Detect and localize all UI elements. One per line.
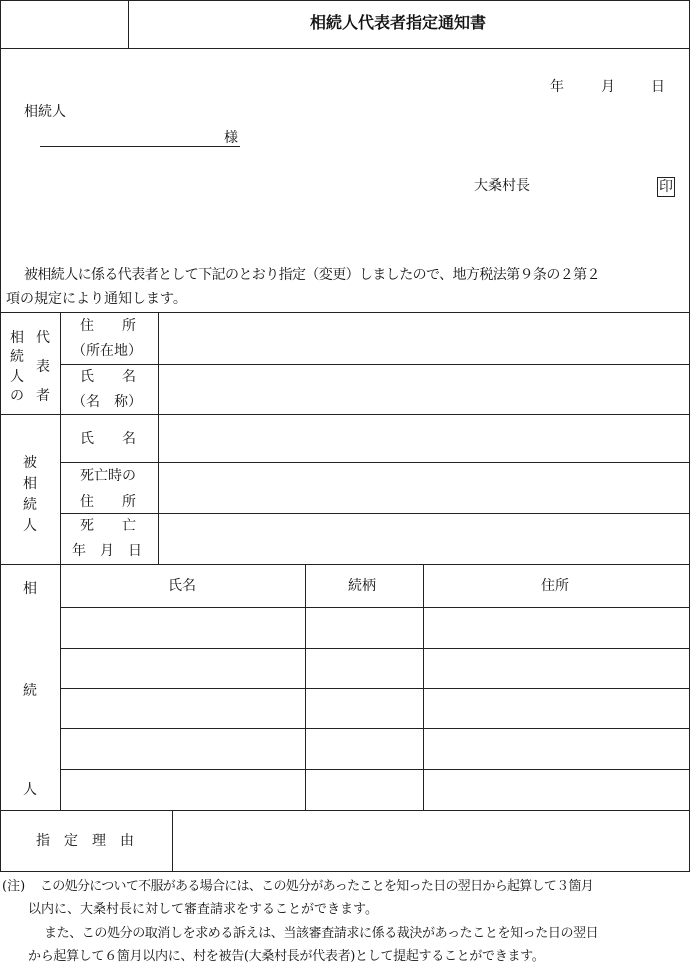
representative-address-sublabel: （所在地） [72, 343, 142, 359]
deceased-address-sublabel: 住 所 [80, 494, 136, 510]
deceased-label-divider [158, 414, 159, 564]
representative-name-label: 氏 名 [80, 369, 136, 385]
representative-group-char: 続 [10, 349, 24, 365]
representative-group-char: 人 [10, 369, 24, 385]
notes-line-2: 以内に、大桑村長に対して審査請求をすることができます。 [28, 902, 378, 917]
title-left-cell-divider [128, 0, 129, 48]
deceased-group-divider [60, 414, 61, 564]
representative-group-char: 表 [36, 359, 50, 375]
date-month: 月 [601, 79, 615, 95]
issuer-seal: 印 [659, 179, 673, 195]
representative-group-char: 相 [10, 330, 24, 346]
deceased-line-2 [60, 513, 690, 514]
heirs-column-header-name: 氏名 [168, 578, 196, 594]
notes-line-1: この処分について不服がある場合には、この処分があったことを知った日の翌日から起算して３箇月 [40, 879, 594, 894]
deceased-group-char: 被 [23, 455, 37, 471]
heirs-row-line-4 [60, 769, 690, 770]
heirs-group-char: 続 [23, 683, 37, 699]
representative-group-divider [60, 312, 61, 414]
deceased-name-label: 氏 名 [80, 431, 136, 447]
deceased-date-label: 死 亡 [80, 518, 136, 534]
heirs-row-line-2 [60, 688, 690, 689]
notes-prefix: (注) [2, 879, 26, 894]
date-day: 日 [651, 79, 665, 95]
heirs-row-line-1 [60, 648, 690, 649]
deceased-group-char: 続 [23, 497, 37, 513]
representative-mid-line [60, 364, 690, 365]
notes-line-3: また、この処分の取消しを求める訴えは、当該審査請求に係る裁決があったことを知った日の翌日 [44, 926, 599, 941]
representative-group-char: 者 [36, 388, 50, 404]
representative-name-sublabel: （名 称） [72, 394, 142, 410]
recipient-name-line [40, 146, 240, 147]
deceased-top-line [0, 414, 690, 415]
body-text-line-2: 項の規定により通知します。 [6, 291, 187, 307]
representative-label-divider [158, 312, 159, 414]
heirs-column-divider-1 [305, 564, 306, 810]
date-year: 年 [550, 79, 564, 95]
body-text-line-1: 被相続人に係る代表者として下記のとおり指定（変更）しましたので、地方税法第９条の２第２ [24, 267, 600, 283]
issuer-name: 大桑村長 [474, 178, 530, 194]
representative-group-char: 代 [36, 330, 50, 346]
heirs-header-line [60, 607, 690, 608]
deceased-address-label: 死亡時の [80, 468, 136, 484]
deceased-group-char: 人 [23, 518, 37, 534]
recipient-honorific: 様 [224, 130, 238, 146]
heirs-column-header-address: 住所 [541, 578, 569, 594]
representative-group-char: の [10, 388, 24, 404]
title-divider [0, 48, 690, 49]
reason-divider [172, 810, 173, 872]
heirs-column-header-relationship: 続柄 [348, 578, 376, 594]
representative-top-line [0, 312, 690, 313]
representative-address-label: 住 所 [80, 318, 136, 334]
document-title: 相続人代表者指定通知書 [310, 13, 487, 32]
recipient-label: 相続人 [24, 104, 66, 120]
reason-label: 指 定 理 由 [36, 833, 134, 849]
deceased-group-char: 相 [23, 476, 37, 492]
heirs-row-line-3 [60, 728, 690, 729]
heirs-column-divider-2 [423, 564, 424, 810]
deceased-line-1 [60, 462, 690, 463]
notes-line-4: から起算して６箇月以内に、村を被告(大桑村長が代表者)として提起することができます。 [28, 949, 545, 964]
heirs-top-line [0, 564, 690, 565]
deceased-date-sublabel: 年 月 日 [72, 543, 142, 559]
heirs-group-char: 人 [23, 782, 37, 798]
reason-top-line [0, 810, 690, 811]
heirs-group-char: 相 [23, 581, 37, 597]
heirs-group-divider [60, 564, 61, 810]
